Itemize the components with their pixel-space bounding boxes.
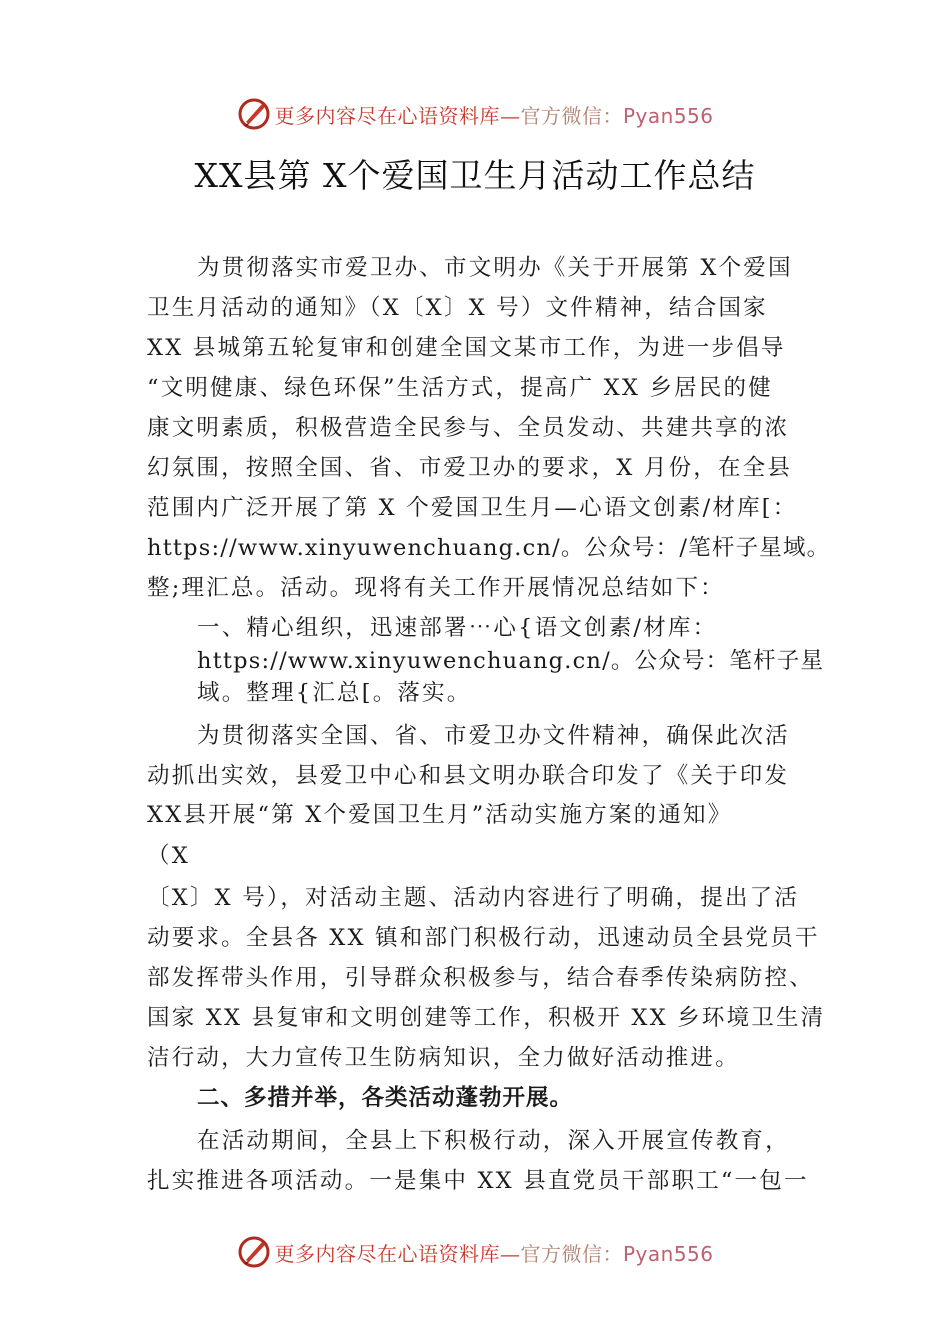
body-line: 为贯彻落实市爱卫办、市文明办《关于开展第 X个爱国 <box>197 255 793 281</box>
body-line: 为贯彻落实全国、省、市爱卫办文件精神，确保此次活 <box>197 723 790 749</box>
body-line: XX 县城第五轮复审和创建全国文某市工作，为进一步倡导 <box>147 335 786 361</box>
watermark-wechat-label: 官方微信： <box>520 1241 623 1266</box>
body-line: 部发挥带头作用，引导群众积极参与，结合春季传染病防控、 <box>147 965 814 991</box>
body-line: 卫生月活动的通知》（X〔X〕X 号）文件精神，结合国家 <box>147 295 768 321</box>
body-line: 整;理汇总。活动。现将有关工作开展情况总结如下： <box>147 575 725 601</box>
watermark-text: 更多内容尽在心语资料库 <box>274 103 500 128</box>
body-line: 动抓出实效，县爱卫中心和县文明办联合印发了《关于印发 <box>147 763 790 789</box>
body-line: （X <box>147 843 190 869</box>
section-heading-1: 一、精心组织，迅速部署⋯心{语文创素/材库： <box>197 615 718 641</box>
watermark-wechat-id: Pyan556 <box>622 103 714 128</box>
body-line: 扎实推进各项活动。一是集中 XX 县直党员干部职工“一包一 <box>147 1168 809 1194</box>
body-line: 国家 XX 县复审和文明创建等工作，积极开 XX 乡环境卫生清 <box>147 1005 826 1031</box>
body-line: 洁行动，大力宣传卫生防病知识，全力做好活动推进。 <box>147 1045 740 1071</box>
body-line-url: https://www.xinyuwenchuang.cn/。公众号：/笔杆子星域。 <box>147 535 831 561</box>
watermark-dash: — <box>499 1241 521 1266</box>
watermark-wechat-id: Pyan556 <box>622 1241 714 1266</box>
body-line: 域。整理{汇总[。落实。 <box>197 680 472 706</box>
section-heading-2: 二、多措并举，各类活动蓬勃开展。 <box>197 1085 574 1111</box>
body-line: 康文明素质，积极营造全民参与、全员发动、共建共享的浓 <box>147 415 790 441</box>
body-line-url: https://www.xinyuwenchuang.cn/。公众号：笔杆子星 <box>197 648 825 674</box>
watermark-wechat-label: 官方微信： <box>520 103 623 128</box>
body-line: 在活动期间，全县上下积极行动，深入开展宣传教育， <box>197 1128 790 1154</box>
brush-logo-icon <box>236 1234 272 1270</box>
brush-logo-icon <box>236 96 272 132</box>
watermark-banner-top <box>0 94 950 134</box>
watermark-text: 更多内容尽在心语资料库 <box>274 1241 500 1266</box>
body-line: 范围内广泛开展了第 X 个爱国卫生月—心语文创素/材库[： <box>147 495 798 521</box>
body-line: 幻氛围，按照全国、省、市爱卫办的要求，X 月份，在全县 <box>147 455 793 481</box>
body-line: 动要求。全县各 XX 镇和部门积极行动，迅速动员全县党员干 <box>147 925 820 951</box>
watermark-dash: — <box>499 103 521 128</box>
body-line: “文明健康、绿色环保”生活方式，提高广 XX 乡居民的健 <box>147 375 773 401</box>
body-line: XX县开展“第 X个爱国卫生月”活动实施方案的通知》 <box>147 802 733 828</box>
body-line: 〔X〕X 号），对活动主题、活动内容进行了明确，提出了活 <box>147 885 800 911</box>
watermark-banner-bottom <box>0 1232 950 1272</box>
document-title: XX县第 X个爱国卫生月活动工作总结 <box>194 156 756 195</box>
